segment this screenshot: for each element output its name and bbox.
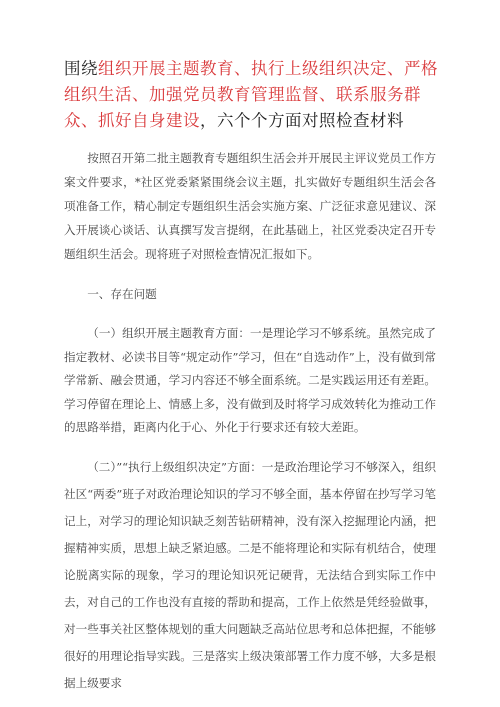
- title-prefix: 围绕: [64, 59, 98, 78]
- title-highlight: 组织开展主题教育、执行上级组织决定、严格组织生活、加强党员教育管理监督、联系服务群众、抓好自身建设: [64, 59, 438, 130]
- document-body: [64, 146, 436, 697]
- document-title: [64, 56, 444, 134]
- title-suffix: ，六个个方面对照检查材料: [200, 111, 404, 130]
- paragraph-execute-superior-decisions: （二）”“执行上级组织决定”方面：一是政治理论学习不够深入，组织社区“两委”班子对政治理论知识的学习不够全面，基本停留在抄写学习笔记上，对学习的理论知识缺乏刻苦钻研精神，没有深入挖掘理论内涵，把握精神实质，思想上缺乏紧迫感。二是不能将理论和实际有机结合，使理论脱离实际的现象，学习的理论知识死记硬背，无法结合到实际工作中去，对自己的工作也没有直接的帮助和提高，工作上依然是凭经验做事，对一些事关社区整体规划的重大问题缺乏高站位思考和总体把握，不能够很好的用理论指导实践。三是落实上级决策部署工作力度不够，大多是根据上级要求: [64, 459, 436, 690]
- intro-paragraph: 按照召开第二批主题教育专题组织生活会并开展民主评议党员工作方案文件要求，*社区党委紧紧围绕会议主题，扎实做好专题组织生活会各项准备工作，精心制定专题组织生活会实施方案、广泛征求意见建议、深入开展谈心谈话、认真撰写发言提纲，在此基础上，社区党委决定召开专题组织生活会。现将班子对照检查情况汇报如下。: [64, 151, 436, 261]
- section-heading: 一、存在问题: [87, 287, 157, 301]
- paragraph-organize-theme-education: （一）组织开展主题教育方面：一是理论学习不够系统。虽然完成了指定教材、必读书目等“规定动作”学习，但在“自选动作”上，没有做到常学常新、融会贯通，学习内容还不够全面系统。二是实践运用还有差距。学习停留在理论上、情感上多，没有做到及时将学习成效转化为推动工作的思路举措，距离内化于心、外化于行要求还有较大差距。: [64, 326, 436, 434]
